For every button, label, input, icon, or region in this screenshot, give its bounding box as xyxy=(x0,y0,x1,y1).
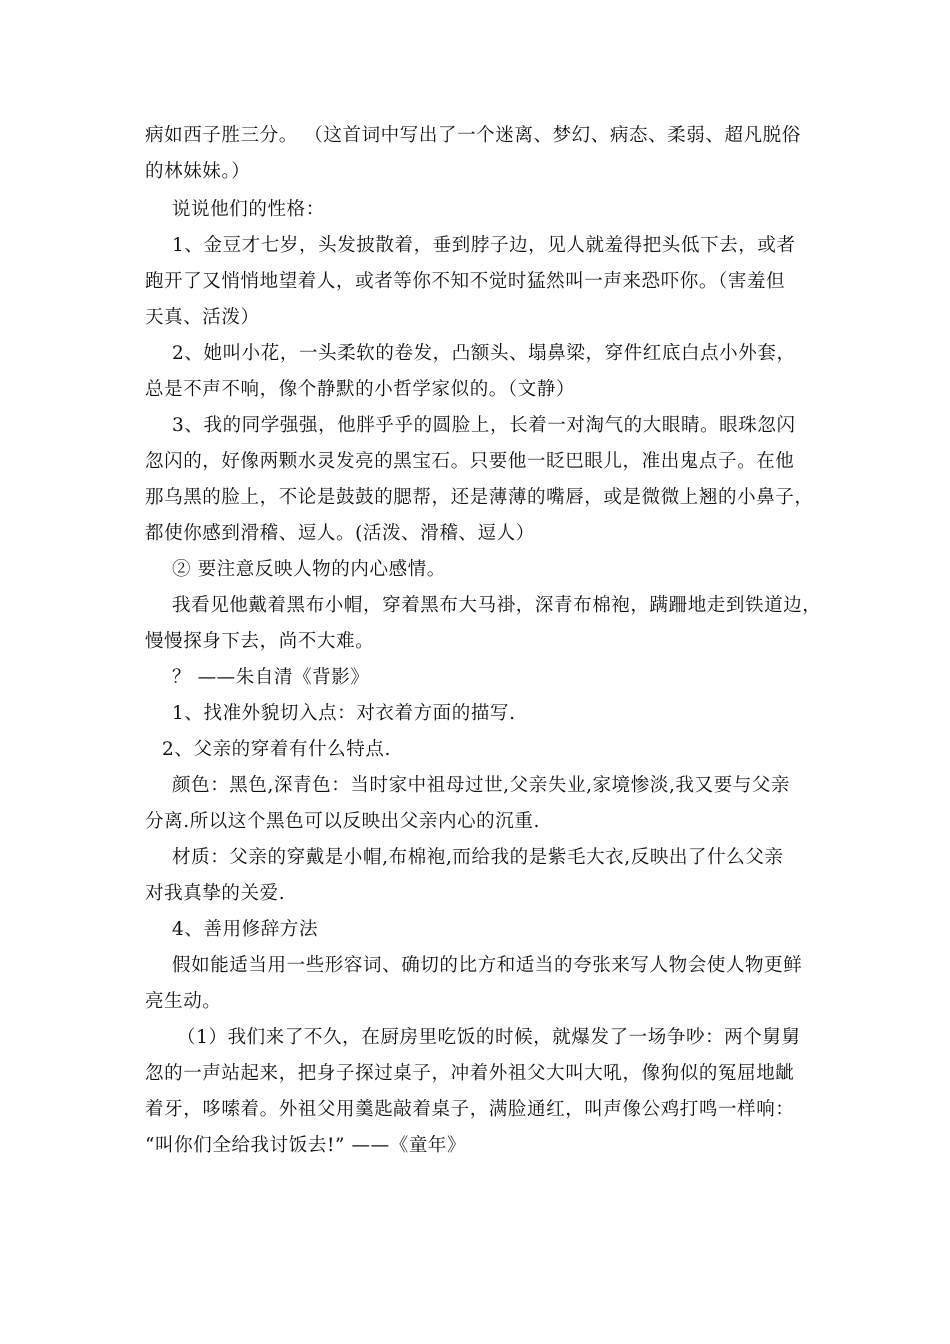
text-line: 跑开了又悄悄地望着人，或者等你不知不觉时猛然叫一声来恐吓你。（害羞但 xyxy=(145,271,786,292)
text-line: 那乌黑的脸上，不论是鼓鼓的腮帮，还是薄薄的嘴唇，或是微微上翘的小鼻子， xyxy=(145,487,814,508)
text-line: 材质：父亲的穿戴是小帽,布棉袍,而给我的是紫毛大衣,反映出了什么父亲 xyxy=(172,847,784,868)
text-line: 亮生动。 xyxy=(145,991,222,1012)
text-line: 天真、活泼） xyxy=(145,307,260,328)
text-line: 2、她叫小花，一头柔软的卷发，凸额头、塌鼻梁，穿件红底白点小外套， xyxy=(172,343,796,364)
text-line: 忽的一声站起来，把身子探过桌子，冲着外祖父大叫大吼，像狗似的冤屈地龇 xyxy=(145,1063,795,1084)
text-line: 病如西子胜三分。 （这首词中写出了一个迷离、梦幻、病态、柔弱、超凡脱俗 xyxy=(145,125,801,146)
text-line: 1、金豆才七岁，头发披散着，垂到脖子边，见人就羞得把头低下去，或者 xyxy=(172,235,796,256)
text-line: 颜色：黑色,深青色：当时家中祖母过世,父亲失业,家境惨淡,我又要与父亲 xyxy=(172,775,791,796)
text-line: 分离.所以这个黑色可以反映出父亲内心的沉重. xyxy=(145,811,540,832)
text-line: 2、父亲的穿着有什么特点. xyxy=(162,739,391,760)
text-line: 我看见他戴着黑布小帽，穿着黑布大马褂，深青布棉袍，蹒跚地走到铁道边， xyxy=(172,595,822,616)
text-line: 3、我的同学强强，他胖乎乎的圆脸上，长着一对淘气的大眼睛。眼珠忽闪 xyxy=(172,415,796,436)
text-line: 的林妹妹。） xyxy=(145,161,251,182)
text-line: “叫你们全给我讨饭去!” ——《童年》 xyxy=(145,1135,467,1156)
text-line: 说说他们的性格： xyxy=(172,199,325,220)
text-line: ② 要注意反映人物的内心感情。 xyxy=(172,559,446,580)
text-line: ？ ——朱自清《背影》 xyxy=(172,667,370,688)
text-line: 1、找准外貌切入点：对衣着方面的描写. xyxy=(172,703,516,724)
text-line: 假如能适当用一些形容词、确切的比方和适当的夸张来写人物会使人物更鲜 xyxy=(172,955,803,976)
text-line: 都使你感到滑稽、逗人。(活泼、滑稽、逗人） xyxy=(145,523,535,544)
text-line: 忽闪的，好像两颗水灵发亮的黑宝石。只要他一眨巴眼儿，准出鬼点子。在他 xyxy=(145,451,795,472)
text-line: 对我真挚的关爱. xyxy=(145,883,286,904)
text-line: 总是不声不响，像个静默的小哲学家似的。（文静） xyxy=(145,379,576,400)
text-line: 4、善用修辞方法 xyxy=(172,919,319,940)
text-line: 慢慢探身下去，尚不大难。 xyxy=(145,631,375,652)
text-line: （1）我们来了不久，在厨房里吃饭的时候，就爆发了一场争吵：两个舅舅 xyxy=(177,1027,801,1048)
text-line: 着牙，哆嗦着。外祖父用羹匙敲着桌子，满脸通红，叫声像公鸡打鸣一样响： xyxy=(145,1099,795,1120)
